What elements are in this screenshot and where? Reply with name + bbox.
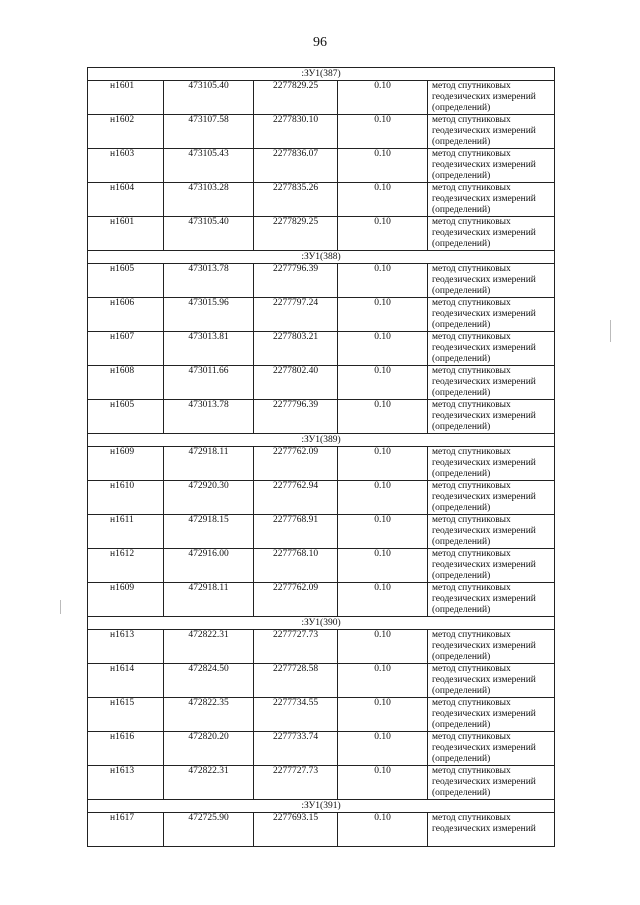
method-text-line: метод спутниковых	[432, 766, 511, 776]
method-text-line: геодезических измерений	[432, 343, 536, 353]
point-name: н1612	[88, 549, 164, 583]
method-text-line: (определений)	[432, 686, 491, 696]
section-header-row	[88, 251, 555, 264]
method-cell	[428, 515, 555, 549]
method-text-line: метод спутниковых	[432, 332, 511, 342]
section-title: :ЗУ1(391)	[88, 800, 555, 813]
method-text-line: геодезических измерений	[432, 92, 536, 102]
coord-x: 472920.30	[164, 481, 254, 515]
coord-x: 472918.11	[164, 583, 254, 617]
point-name: н1607	[88, 332, 164, 366]
mean-square-error: 0.10	[338, 664, 428, 698]
method-text-line: метод спутниковых	[432, 366, 511, 376]
method-text-line: (определений)	[432, 388, 491, 398]
method-text-line: метод спутниковых	[432, 732, 511, 742]
method-text-line: геодезических измерений	[432, 275, 536, 285]
method-text-line: (определений)	[432, 171, 491, 181]
table-row	[88, 183, 555, 217]
mean-square-error: 0.10	[338, 549, 428, 583]
mean-square-error: 0.10	[338, 217, 428, 251]
point-name: н1613	[88, 630, 164, 664]
mean-square-error: 0.10	[338, 766, 428, 800]
coord-x: 473013.78	[164, 400, 254, 434]
point-name: н1615	[88, 698, 164, 732]
point-name: н1611	[88, 515, 164, 549]
method-text-line: геодезических измерений	[432, 126, 536, 136]
coord-y: 2277802.40	[254, 366, 338, 400]
method-cell	[428, 698, 555, 732]
method-text-line: метод спутниковых	[432, 549, 511, 559]
table-row	[88, 332, 555, 366]
point-name: н1608	[88, 366, 164, 400]
coord-x: 473011.66	[164, 366, 254, 400]
table-row	[88, 698, 555, 732]
coord-y: 2277762.09	[254, 583, 338, 617]
coordinates-table	[87, 67, 555, 847]
point-name: н1605	[88, 264, 164, 298]
method-text-line: (определений)	[432, 469, 491, 479]
coord-x: 473107.58	[164, 115, 254, 149]
mean-square-error: 0.10	[338, 264, 428, 298]
method-text-line: метод спутниковых	[432, 183, 511, 193]
scan-mark-left	[60, 600, 61, 614]
method-text-line: метод спутниковых	[432, 149, 511, 159]
coord-y: 2277796.39	[254, 400, 338, 434]
method-text-line: метод спутниковых	[432, 264, 511, 274]
method-text-line: (определений)	[432, 788, 491, 798]
mean-square-error: 0.10	[338, 298, 428, 332]
table-row	[88, 447, 555, 481]
scan-mark-right	[610, 320, 611, 342]
method-text-line: геодезических измерений	[432, 458, 536, 468]
method-text-line: (определений)	[432, 503, 491, 513]
method-text-line: геодезических измерений	[432, 743, 536, 753]
point-name: н1613	[88, 766, 164, 800]
method-text-line: геодезических измерений	[432, 594, 536, 604]
coord-x: 473015.96	[164, 298, 254, 332]
method-cell	[428, 400, 555, 434]
method-text-line: метод спутниковых	[432, 664, 511, 674]
point-name: н1614	[88, 664, 164, 698]
coord-y: 2277797.24	[254, 298, 338, 332]
method-text-line: метод спутниковых	[432, 481, 511, 491]
method-cell	[428, 481, 555, 515]
method-text-line: (определений)	[432, 537, 491, 547]
coord-y: 2277727.73	[254, 766, 338, 800]
point-name: н1604	[88, 183, 164, 217]
method-text-line: геодезических измерений	[432, 709, 536, 719]
method-cell	[428, 81, 555, 115]
method-text-line: метод спутниковых	[432, 298, 511, 308]
method-cell	[428, 813, 555, 847]
method-text-line: (определений)	[432, 754, 491, 764]
method-text-line: геодезических измерений	[432, 777, 536, 787]
coord-y: 2277762.94	[254, 481, 338, 515]
method-cell	[428, 583, 555, 617]
coord-x: 472918.15	[164, 515, 254, 549]
coord-y: 2277768.91	[254, 515, 338, 549]
method-text-line: геодезических измерений	[432, 194, 536, 204]
point-name: н1603	[88, 149, 164, 183]
method-text-line: (определений)	[432, 354, 491, 364]
section-header-row	[88, 68, 555, 81]
method-text-line: метод спутниковых	[432, 81, 511, 91]
method-cell	[428, 332, 555, 366]
mean-square-error: 0.10	[338, 630, 428, 664]
coord-y: 2277693.15	[254, 813, 338, 847]
section-title: :ЗУ1(390)	[88, 617, 555, 630]
section-header-row	[88, 800, 555, 813]
coord-y: 2277728.58	[254, 664, 338, 698]
section-header-row	[88, 617, 555, 630]
table-row	[88, 400, 555, 434]
point-name: н1601	[88, 81, 164, 115]
method-text-line: геодезических измерений	[432, 492, 536, 502]
method-text-line: геодезических измерений	[432, 411, 536, 421]
section-title: :ЗУ1(389)	[88, 434, 555, 447]
table-row	[88, 515, 555, 549]
point-name: н1616	[88, 732, 164, 766]
mean-square-error: 0.10	[338, 583, 428, 617]
coord-x: 473103.28	[164, 183, 254, 217]
coord-y: 2277803.21	[254, 332, 338, 366]
coord-x: 472822.31	[164, 766, 254, 800]
table-row	[88, 217, 555, 251]
method-text-line: (определений)	[432, 605, 491, 615]
method-text-line: метод спутниковых	[432, 630, 511, 640]
method-cell	[428, 549, 555, 583]
coord-x: 472822.31	[164, 630, 254, 664]
coord-y: 2277829.25	[254, 81, 338, 115]
mean-square-error: 0.10	[338, 813, 428, 847]
method-text-line: геодезических измерений	[432, 160, 536, 170]
method-text-line: (определений)	[432, 720, 491, 730]
page-number: 96	[313, 35, 327, 50]
method-cell	[428, 264, 555, 298]
method-text-line: (определений)	[432, 286, 491, 296]
method-text-line: геодезических измерений	[432, 824, 536, 834]
method-cell	[428, 298, 555, 332]
mean-square-error: 0.10	[338, 366, 428, 400]
table-row	[88, 298, 555, 332]
coord-x: 472820.20	[164, 732, 254, 766]
mean-square-error: 0.10	[338, 149, 428, 183]
coord-x: 472918.11	[164, 447, 254, 481]
table-row	[88, 366, 555, 400]
coordinates-table-body	[88, 68, 555, 847]
coord-y: 2277734.55	[254, 698, 338, 732]
method-text-line: (определений)	[432, 652, 491, 662]
method-text-line: метод спутниковых	[432, 217, 511, 227]
table-row	[88, 115, 555, 149]
method-text-line: (определений)	[432, 571, 491, 581]
method-text-line: геодезических измерений	[432, 526, 536, 536]
coord-y: 2277768.10	[254, 549, 338, 583]
table-row	[88, 813, 555, 847]
coord-y: 2277727.73	[254, 630, 338, 664]
method-cell	[428, 664, 555, 698]
coord-y: 2277835.26	[254, 183, 338, 217]
method-text-line: (определений)	[432, 239, 491, 249]
point-name: н1602	[88, 115, 164, 149]
coord-y: 2277762.09	[254, 447, 338, 481]
method-cell	[428, 447, 555, 481]
point-name: н1605	[88, 400, 164, 434]
mean-square-error: 0.10	[338, 447, 428, 481]
coord-y: 2277830.10	[254, 115, 338, 149]
point-name: н1609	[88, 583, 164, 617]
table-row	[88, 766, 555, 800]
method-text-line: геодезических измерений	[432, 560, 536, 570]
point-name: н1617	[88, 813, 164, 847]
method-text-line: геодезических измерений	[432, 377, 536, 387]
table-row	[88, 549, 555, 583]
coord-x: 472916.00	[164, 549, 254, 583]
coord-y: 2277829.25	[254, 217, 338, 251]
mean-square-error: 0.10	[338, 400, 428, 434]
table-row	[88, 664, 555, 698]
method-cell	[428, 217, 555, 251]
coord-y: 2277836.07	[254, 149, 338, 183]
method-text-line: метод спутниковых	[432, 400, 511, 410]
coord-x: 473105.43	[164, 149, 254, 183]
method-text-line: (определений)	[432, 205, 491, 215]
section-header-row	[88, 434, 555, 447]
mean-square-error: 0.10	[338, 183, 428, 217]
method-text-line: метод спутниковых	[432, 115, 511, 125]
method-text-line: метод спутниковых	[432, 515, 511, 525]
section-title: :ЗУ1(388)	[88, 251, 555, 264]
mean-square-error: 0.10	[338, 81, 428, 115]
section-title: :ЗУ1(387)	[88, 68, 555, 81]
method-text-line: геодезических измерений	[432, 675, 536, 685]
method-cell	[428, 149, 555, 183]
method-text-line: геодезических измерений	[432, 228, 536, 238]
mean-square-error: 0.10	[338, 332, 428, 366]
table-row	[88, 481, 555, 515]
mean-square-error: 0.10	[338, 115, 428, 149]
method-text-line: метод спутниковых	[432, 447, 511, 457]
method-cell	[428, 732, 555, 766]
table-row	[88, 630, 555, 664]
coord-x: 472822.35	[164, 698, 254, 732]
method-text-line: (определений)	[432, 137, 491, 147]
method-text-line: геодезических измерений	[432, 309, 536, 319]
method-cell	[428, 366, 555, 400]
point-name: н1609	[88, 447, 164, 481]
mean-square-error: 0.10	[338, 732, 428, 766]
mean-square-error: 0.10	[338, 515, 428, 549]
mean-square-error: 0.10	[338, 481, 428, 515]
method-cell	[428, 630, 555, 664]
method-cell	[428, 115, 555, 149]
coord-y: 2277796.39	[254, 264, 338, 298]
table-row	[88, 149, 555, 183]
point-name: н1601	[88, 217, 164, 251]
method-text-line: метод спутниковых	[432, 813, 511, 823]
coord-x: 473013.81	[164, 332, 254, 366]
method-text-line: геодезических измерений	[432, 641, 536, 651]
point-name: н1610	[88, 481, 164, 515]
coord-x: 473105.40	[164, 81, 254, 115]
method-cell	[428, 766, 555, 800]
table-row	[88, 264, 555, 298]
coord-x: 472824.50	[164, 664, 254, 698]
point-name: н1606	[88, 298, 164, 332]
coord-x: 473013.78	[164, 264, 254, 298]
mean-square-error: 0.10	[338, 698, 428, 732]
coord-x: 472725.90	[164, 813, 254, 847]
table-row	[88, 732, 555, 766]
coord-y: 2277733.74	[254, 732, 338, 766]
table-row	[88, 583, 555, 617]
method-text-line: метод спутниковых	[432, 698, 511, 708]
method-text-line: (определений)	[432, 320, 491, 330]
method-text-line: (определений)	[432, 103, 491, 113]
method-text-line: метод спутниковых	[432, 583, 511, 593]
table-row	[88, 81, 555, 115]
coord-x: 473105.40	[164, 217, 254, 251]
method-cell	[428, 183, 555, 217]
method-text-line: (определений)	[432, 422, 491, 432]
